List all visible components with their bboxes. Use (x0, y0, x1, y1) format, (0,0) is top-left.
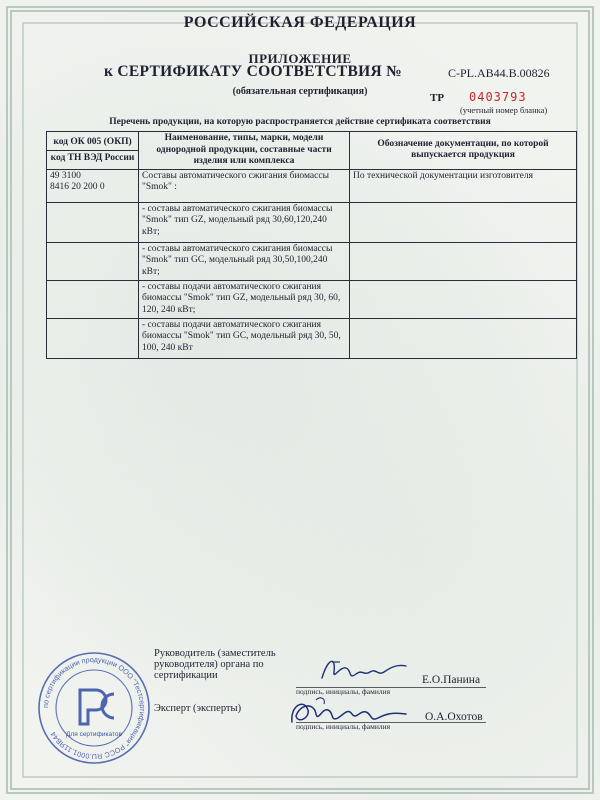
seal-bottom-text: Для сертификатов (66, 731, 122, 738)
product-name-cell: - составы подачи автоматического сжигания биомассы "Smok" тип GC, модельный ряд 30, 50, 100, 240 кВт (139, 318, 350, 358)
code-cell (47, 202, 139, 242)
table-row (47, 242, 577, 280)
certificate-heading: к СЕРТИФИКАТУ СООТВЕТСТВИЯ № (104, 63, 403, 80)
seal-ring-text: по сертификации продукции ООО "Тестсертификация" РОСС RU.0001.11ЯВ44 (40, 654, 148, 762)
head-signatory-name: Е.О.Панина (422, 674, 481, 686)
country-title: РОССИЙСКАЯ ФЕДЕРАЦИЯ (183, 14, 417, 31)
expert-handwritten-signature (286, 692, 412, 732)
blank-number-note: (учетный номер бланка) (460, 105, 548, 115)
blank-number: 0403793 (469, 90, 527, 104)
tnved-code-header: код ТН ВЭД России (47, 150, 138, 165)
product-name-cell: - составы автоматического сжигания биомассы "Smok" тип GC, модельный ряд 30,50,100,240 кВт; (139, 242, 350, 280)
documentation-cell: По технической документации изготовителя (350, 169, 577, 202)
product-table (46, 131, 577, 359)
mandatory-certification-note: (обязательная сертификация) (232, 86, 368, 97)
certification-seal (36, 650, 152, 766)
expert-label: Эксперт (эксперты) (154, 703, 242, 714)
head-signatory-label: Руководитель (заместитель руководителя) органа по сертификации (154, 648, 276, 681)
table-row (47, 169, 577, 202)
head-handwritten-signature (318, 652, 410, 688)
expert-signature-caption: подпись, инициалы, фамилия (296, 722, 391, 731)
doc-column-header: Обозначение документации, по которой выпускается продукция (350, 132, 577, 170)
expert-name: О.А.Охотов (425, 711, 483, 723)
documentation-cell (350, 318, 577, 358)
documentation-cell (350, 202, 577, 242)
table-header-row (47, 132, 577, 170)
documentation-cell (350, 280, 577, 318)
product-name-cell: Составы автоматического сжигания биомассы "Smok" : (139, 169, 350, 202)
product-name-cell: - составы подачи автоматического сжигания биомассы "Smok" тип GZ, модельный ряд 30, 60, 120, 240 кВт; (139, 280, 350, 318)
okp-code-header: код ОК 005 (ОКП) (53, 136, 132, 147)
code-cell (47, 169, 139, 202)
okp-code: 49 3100 (50, 170, 81, 181)
code-cell (47, 280, 139, 318)
code-column-header (47, 132, 139, 170)
certificate-number: С-PL.АВ44.В.00826 (448, 66, 550, 80)
head-signature-caption: подпись, инициалы, фамилия (296, 687, 391, 696)
code-cell (47, 242, 139, 280)
table-row (47, 202, 577, 242)
table-row (47, 280, 577, 318)
table-row (47, 318, 577, 358)
name-column-header: Наименование, типы, марки, модели однородной продукции, составные части изделия или комплекса (139, 132, 350, 170)
product-name-cell: - составы автоматического сжигания биомассы "Smok" тип GZ, модельный ряд 30,60,120,240 кВт; (139, 202, 350, 242)
tnved-code: 8416 20 200 0 (50, 182, 105, 192)
svg-text:по сертификации продукции ООО (41, 655, 147, 761)
rs-mark-icon (80, 690, 114, 724)
documentation-cell (350, 242, 577, 280)
code-cell (47, 318, 139, 358)
annex-title: ПРИЛОЖЕНИЕ (248, 51, 352, 66)
product-list-title: Перечень продукции, на которую распространяется действие сертификата соответствия (109, 117, 491, 127)
tp-label: ТР (430, 92, 445, 104)
